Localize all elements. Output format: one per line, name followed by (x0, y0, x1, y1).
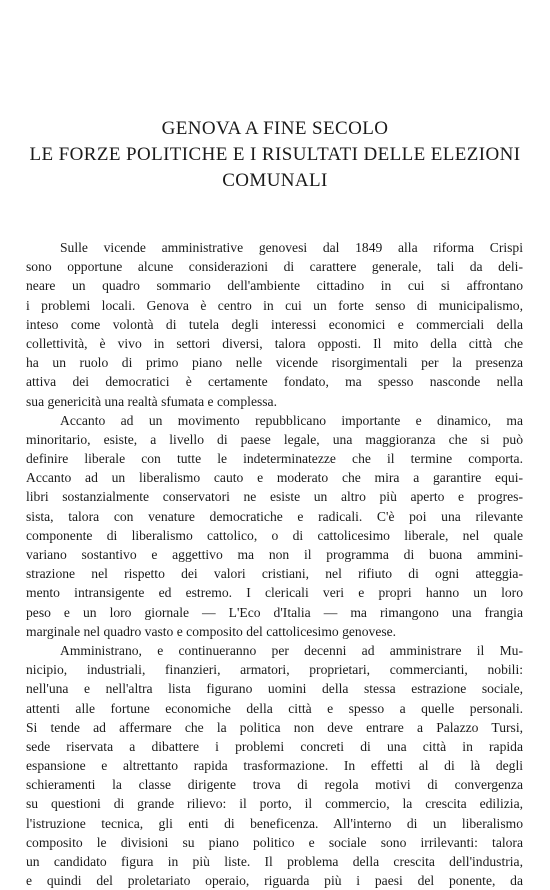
paragraph-line: Sulle vicende amministrative genovesi dal 1849 alla riforma Crispi (60, 240, 523, 255)
paragraph-line: i problemi locali. Genova è centro in cui un forte senso di municipalismo, (26, 297, 523, 313)
paragraph-line: su questioni di grande rilievo: il porto, il commercio, la crescita edilizia, (26, 796, 523, 812)
page-title (0, 116, 550, 194)
body-text (26, 238, 523, 890)
paragraph-line: e quindi del proletariato operaio, riguarda più i paesi del ponente, da (26, 873, 523, 889)
paragraph-line: nicipio, industriali, finanzieri, armatori, proprietari, commercianti, nobili: (26, 662, 523, 678)
paragraph-line: libri sostanzialmente conservatori ne esiste un altro più aperto e progres- (26, 489, 523, 505)
paragraph-line: schieramenti la classe dirigente trova di regola motivi di convergenza (26, 777, 523, 793)
paragraph-line: nell'una e nell'altra lista figurano uomini della stessa estrazione sociale, (26, 681, 523, 697)
paragraph-line: sono opportune alcune considerazioni di carattere generale, tali da deli- (26, 259, 523, 275)
paragraph-line: ha un ruolo di primo piano nelle vicende risorgimentali per la presenza (26, 355, 523, 371)
paragraph-line: attiva dei democratici è certamente fondato, ma spesso nasconde nella (26, 374, 523, 390)
paragraph-line: mento intransigente ed estremo. I clericali veri e propri hanno un loro (26, 585, 523, 601)
paragraph-line: peso e un loro giornale — L'Eco d'Italia — ma rimangono una frangia (26, 604, 523, 620)
paragraph-line: neare un quadro sommario dell'ambiente cittadino in cui si affrontano (26, 278, 523, 294)
paragraph-line: componente di liberalismo cattolico, o di cattolicesimo liberale, nel quale (26, 527, 523, 543)
paragraph-line: collettività, è vivo in settori diversi, talora opposti. Il mito della città che (26, 335, 523, 351)
paragraph-line: un candidato figura in più liste. Il problema della crescita dell'industria, (26, 854, 523, 869)
paragraph-line: Accanto ad un movimento repubblicano importante e dinamico, ma (60, 412, 523, 428)
paragraph-line: marginale nel quadro vasto e composito del cattolicesimo genovese. (26, 623, 397, 639)
paragraph-line: Amministrano, e continueranno per decenni ad amministrare il Mu- (60, 642, 523, 658)
paragraph-line: composito le divisioni su piano politico e sociale sono irrilevanti: talora (26, 834, 523, 850)
paragraph-line: sista, talora con venature democratiche e radicali. C'è poi una rilevante (26, 508, 523, 524)
paragraph-line: variano sostantivo e aggettivo ma non il programma di buona ammini- (26, 547, 523, 562)
paragraph-line: Si tende ad affermare che la politica non deve entrare a Palazzo Tursi, (26, 719, 523, 735)
paragraph-line: l'istruzione tecnica, gli enti di beneficenza. All'interno di un liberalismo (26, 815, 523, 831)
title-line-1: GENOVA A FINE SECOLO (161, 118, 389, 139)
paragraph-3 (26, 641, 523, 890)
paragraph-line: sua genericità una realtà sfumata e complessa. (26, 393, 277, 409)
paragraph-line: inteso come volontà di tutela degli interessi economici e commerciali della (26, 316, 523, 332)
paragraph-line: attenti alle fortune economiche della città e spesso a quelle personali. (26, 700, 523, 716)
paragraph-line: Accanto ad un liberalismo cauto e moderato che mira a garantire equi- (26, 470, 523, 486)
paragraph-line: minoritario, esiste, a livello di paese legale, una maggioranza che si può (26, 431, 523, 447)
title-line-3: COMUNALI (222, 170, 328, 191)
title-line-2: LE FORZE POLITICHE E I RISULTATI DELLE ELEZIONI (29, 144, 521, 165)
paragraph-line: sede riservata a dibattere i problemi concreti di una città in rapida (26, 738, 523, 754)
paragraph-line: strazione nel rispetto dei valori cristiani, nel rifiuto di ogni atteggia- (26, 566, 523, 582)
paragraph-line: definire liberale con tutte le indeterminatezze che il termine comporta. (26, 451, 523, 467)
paragraph-2 (26, 411, 523, 641)
paragraph-line: espansione e altrettanto rapida trasformazione. In effetti al di là degli (26, 758, 523, 774)
paragraph-1 (26, 238, 523, 411)
